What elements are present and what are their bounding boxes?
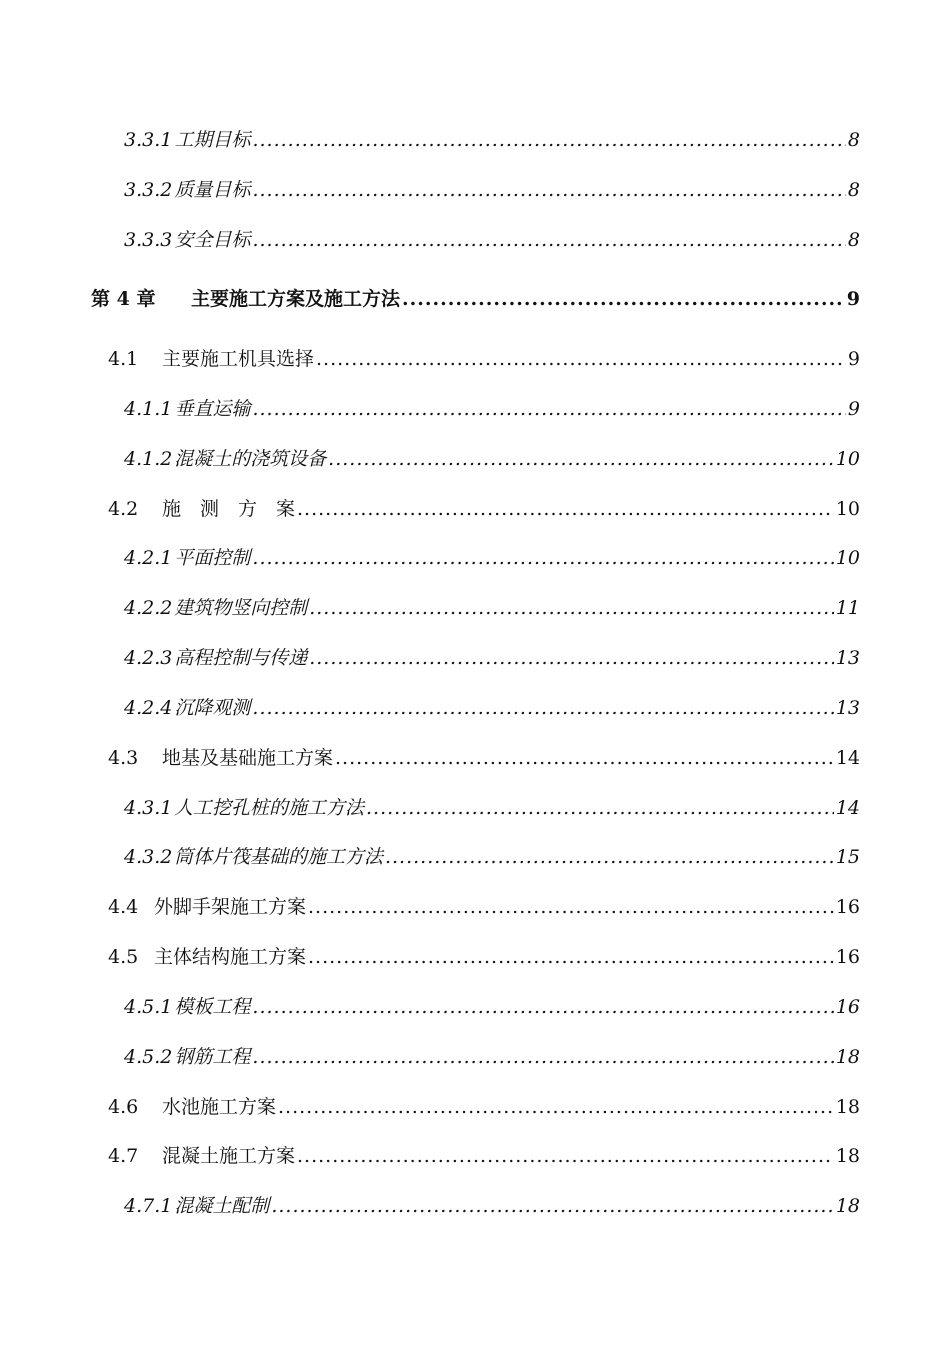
toc-entry-title: 平面控制 [174, 547, 251, 569]
toc-entry-number: 4.1.2 [124, 448, 173, 470]
toc-entry-page: 18 [835, 1096, 860, 1118]
toc-leader-dots [366, 793, 834, 823]
toc-entry[interactable] [108, 892, 860, 922]
toc-entry-number: 4.6 [108, 1096, 139, 1118]
toc-leader-dots [385, 842, 834, 872]
toc-entry-page: 16 [835, 896, 860, 918]
toc-entry-title: 施 测 方 案 [162, 498, 296, 520]
toc-entry-number: 4.3.2 [124, 846, 173, 868]
toc-leader-dots [252, 125, 845, 155]
toc-entry[interactable] [124, 125, 860, 155]
toc-entry-title: 建筑物竖向控制 [174, 597, 308, 619]
toc-entry-number: 4.2.2 [124, 597, 173, 619]
toc-chapter-entry[interactable] [91, 284, 860, 314]
toc-entry-title: 垂直运输 [174, 398, 251, 420]
toc-entry-page: 8 [847, 129, 860, 151]
toc-entry-number: 4.3 [108, 747, 139, 769]
toc-entry-title: 主要施工机具选择 [162, 348, 315, 370]
toc-entry-title: 高程控制与传递 [174, 647, 308, 669]
toc-leader-dots [252, 1042, 833, 1072]
toc-entry-title: 主体结构施工方案 [154, 946, 307, 968]
toc-entry-page: 9 [847, 398, 860, 420]
toc-entry-title: 人工挖孔桩的施工方法 [174, 797, 365, 819]
toc-leader-dots [335, 743, 834, 773]
toc-entry-number: 4.1 [108, 348, 139, 370]
toc-entry-page: 16 [835, 996, 860, 1018]
toc-entry-number: 4.2.4 [124, 697, 173, 719]
toc-entry-page: 10 [835, 547, 860, 569]
toc-entry-title: 工期目标 [174, 129, 251, 151]
toc-leader-dots [278, 1092, 834, 1122]
toc-entry[interactable] [124, 992, 860, 1022]
toc-entry-page: 14 [835, 797, 860, 819]
toc-entry-page: 15 [835, 846, 860, 868]
toc-entry[interactable] [124, 175, 860, 205]
toc-entry-page: 13 [835, 647, 860, 669]
toc-entry[interactable] [124, 444, 860, 474]
toc-entry-number: 4.1.1 [124, 398, 173, 420]
toc-leader-dots [252, 175, 845, 205]
toc-leader-dots [308, 942, 834, 972]
toc-entry-number: 第 4 章 [91, 288, 156, 310]
toc-entry-page: 8 [847, 179, 860, 201]
toc-entry-number: 4.2.1 [124, 547, 173, 569]
toc-entry-title: 水池施工方案 [162, 1096, 277, 1118]
toc-entry-number: 4.2.3 [124, 647, 173, 669]
toc-leader-dots [309, 643, 834, 673]
toc-entry-title: 质量目标 [174, 179, 251, 201]
toc-leader-dots [252, 225, 845, 255]
toc-leader-dots [271, 1191, 833, 1221]
toc-entry[interactable] [124, 1042, 860, 1072]
toc-entry-title: 筒体片筏基础的施工方法 [173, 846, 383, 868]
toc-entry-number: 4.3.1 [124, 797, 173, 819]
toc-entry[interactable] [108, 1141, 860, 1171]
toc-entry-number: 4.7 [108, 1145, 139, 1167]
toc-entry-page: 18 [835, 1145, 860, 1167]
toc-entry-page: 9 [846, 288, 860, 310]
toc-entry[interactable] [124, 543, 860, 573]
toc-entry-page: 13 [835, 697, 860, 719]
toc-entry-number: 4.5.2 [124, 1046, 173, 1068]
toc-entry[interactable] [108, 344, 860, 374]
toc-leader-dots [252, 394, 845, 424]
toc-entry[interactable] [124, 593, 860, 623]
toc-entry[interactable] [124, 394, 860, 424]
toc-entry-number: 4.5.1 [124, 996, 173, 1018]
toc-entry-number: 3.3.3 [124, 229, 173, 251]
toc-entry[interactable] [124, 842, 860, 872]
toc-leader-dots [252, 992, 833, 1022]
toc-entry[interactable] [124, 793, 860, 823]
toc-entry-page: 9 [847, 348, 860, 370]
toc-entry-number: 4.7.1 [124, 1195, 173, 1217]
toc-entry-title: 地基及基础施工方案 [162, 747, 334, 769]
toc-entry-page: 18 [835, 1195, 860, 1217]
toc-leader-dots [402, 284, 845, 314]
toc-entry-title: 混凝土配制 [174, 1195, 270, 1217]
toc-entry-number: 3.3.2 [124, 179, 173, 201]
toc-leader-dots [252, 693, 833, 723]
toc-entry-page: 14 [835, 747, 860, 769]
toc-entry[interactable] [124, 643, 860, 673]
toc-entry-title: 模板工程 [174, 996, 251, 1018]
toc-entry-title: 主要施工方案及施工方法 [191, 288, 401, 310]
toc-entry-title: 混凝土施工方案 [162, 1145, 296, 1167]
toc-leader-dots [316, 344, 846, 374]
toc-leader-dots [297, 494, 834, 524]
toc-entry[interactable] [124, 225, 860, 255]
toc-leader-dots [297, 1141, 834, 1171]
toc-entry-page: 18 [835, 1046, 860, 1068]
toc-entry-page: 8 [847, 229, 860, 251]
toc-leader-dots [308, 892, 834, 922]
toc-entry[interactable] [108, 494, 860, 524]
toc-entry[interactable] [108, 942, 860, 972]
toc-entry-page: 10 [835, 448, 860, 470]
toc-leader-dots [252, 543, 833, 573]
toc-leader-dots [328, 444, 834, 474]
toc-entry[interactable] [108, 1092, 860, 1122]
toc-leader-dots [309, 593, 834, 623]
toc-entry-number: 4.5 [108, 946, 139, 968]
toc-entry-page: 10 [835, 498, 860, 520]
toc-entry[interactable] [108, 743, 860, 773]
toc-entry[interactable] [124, 1191, 860, 1221]
toc-entry-title: 安全目标 [174, 229, 251, 251]
toc-entry-number: 3.3.1 [124, 129, 173, 151]
toc-entry-page: 16 [835, 946, 860, 968]
toc-entry-title: 钢筋工程 [174, 1046, 251, 1068]
toc-entry-title: 沉降观测 [174, 697, 251, 719]
toc-entry-number: 4.4 [108, 896, 139, 918]
toc-entry-page: 11 [835, 597, 860, 619]
toc-entry[interactable] [124, 693, 860, 723]
toc-entry-title: 外脚手架施工方案 [154, 896, 307, 918]
toc-entry-number: 4.2 [108, 498, 139, 520]
toc-entry-title: 混凝土的浇筑设备 [174, 448, 327, 470]
